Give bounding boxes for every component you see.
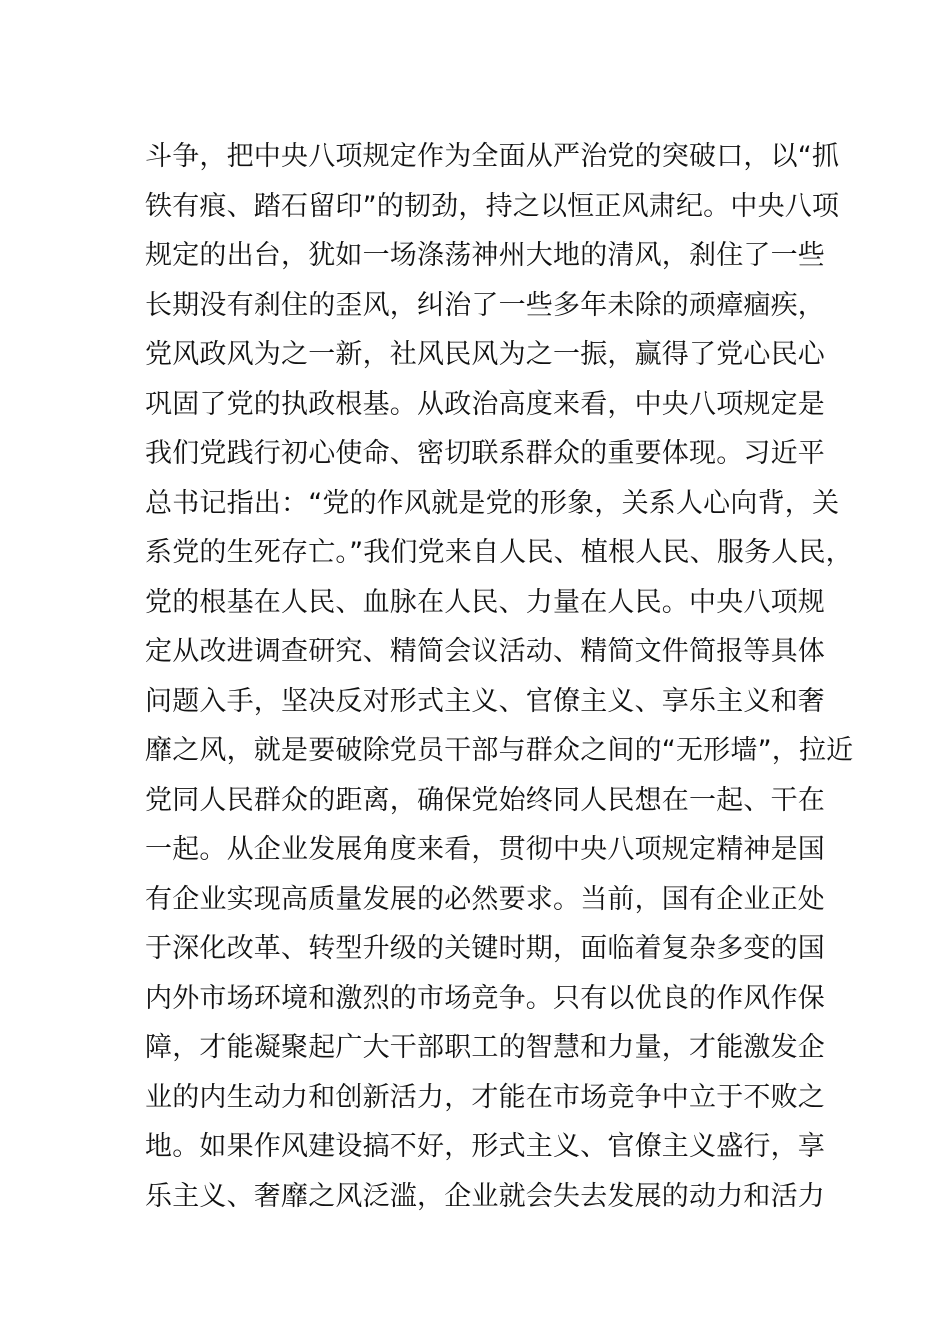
text-line: 党同人民群众的距离，确保党始终同人民想在一起、干在 (145, 784, 825, 816)
text-line: 斗争，把中央八项规定作为全面从严治党的突破口，以“抓 (145, 141, 840, 172)
text-line: 内外市场环境和激烈的市场竞争。只有以优良的作风作保 (145, 982, 825, 1014)
text-line: 地。如果作风建设搞不好，形式主义、官僚主义盛行，享 (145, 1131, 825, 1162)
text-line: 问题入手，坚决反对形式主义、官僚主义、享乐主义和奢 (145, 685, 825, 717)
text-line: 我们党践行初心使命、密切联系群众的重要体现。习近平 (145, 438, 825, 469)
text-line: 巩固了党的执政根基。从政治高度来看，中央八项规定是 (145, 388, 825, 420)
text-line: 党风政风为之一新，社风民风为之一振，赢得了党心民心 (145, 339, 825, 370)
text-line: 系党的生死存亡。”我们党来自人民、植根人民、服务人民， (145, 537, 853, 568)
text-line: 乐主义、奢靡之风泛滥，企业就会失去发展的动力和活力 (145, 1180, 825, 1212)
text-line: 定从改进调查研究、精简会议活动、精简文件简报等具体 (145, 636, 825, 667)
text-line: 一起。从企业发展角度来看，贯彻中央八项规定精神是国 (145, 834, 825, 865)
text-line: 靡之风，就是要破除党员干部与群众之间的“无形墙”，拉近 (145, 735, 854, 766)
text-line: 有企业实现高质量发展的必然要求。当前，国有企业正处 (145, 883, 825, 915)
text-line: 业的内生动力和创新活力，才能在市场竞争中立于不败之 (145, 1081, 825, 1113)
text-line: 规定的出台，犹如一场涤荡神州大地的清风，刹住了一些 (145, 240, 825, 271)
body-text (145, 132, 854, 1221)
text-line: 于深化改革、转型升级的关键时期，面临着复杂多变的国 (145, 933, 825, 964)
text-line: 党的根基在人民、血脉在人民、力量在人民。中央八项规 (145, 586, 825, 618)
text-line: 障，才能凝聚起广大干部职工的智慧和力量，才能激发企 (145, 1032, 825, 1063)
text-line: 总书记指出：“党的作风就是党的形象，关系人心向背，关 (145, 487, 840, 519)
text-line: 铁有痕、踏石留印”的韧劲，持之以恒正风肃纪。中央八项 (145, 190, 840, 222)
text-line: 长期没有刹住的歪风，纠治了一些多年未除的顽瘴痼疾， (145, 289, 825, 321)
